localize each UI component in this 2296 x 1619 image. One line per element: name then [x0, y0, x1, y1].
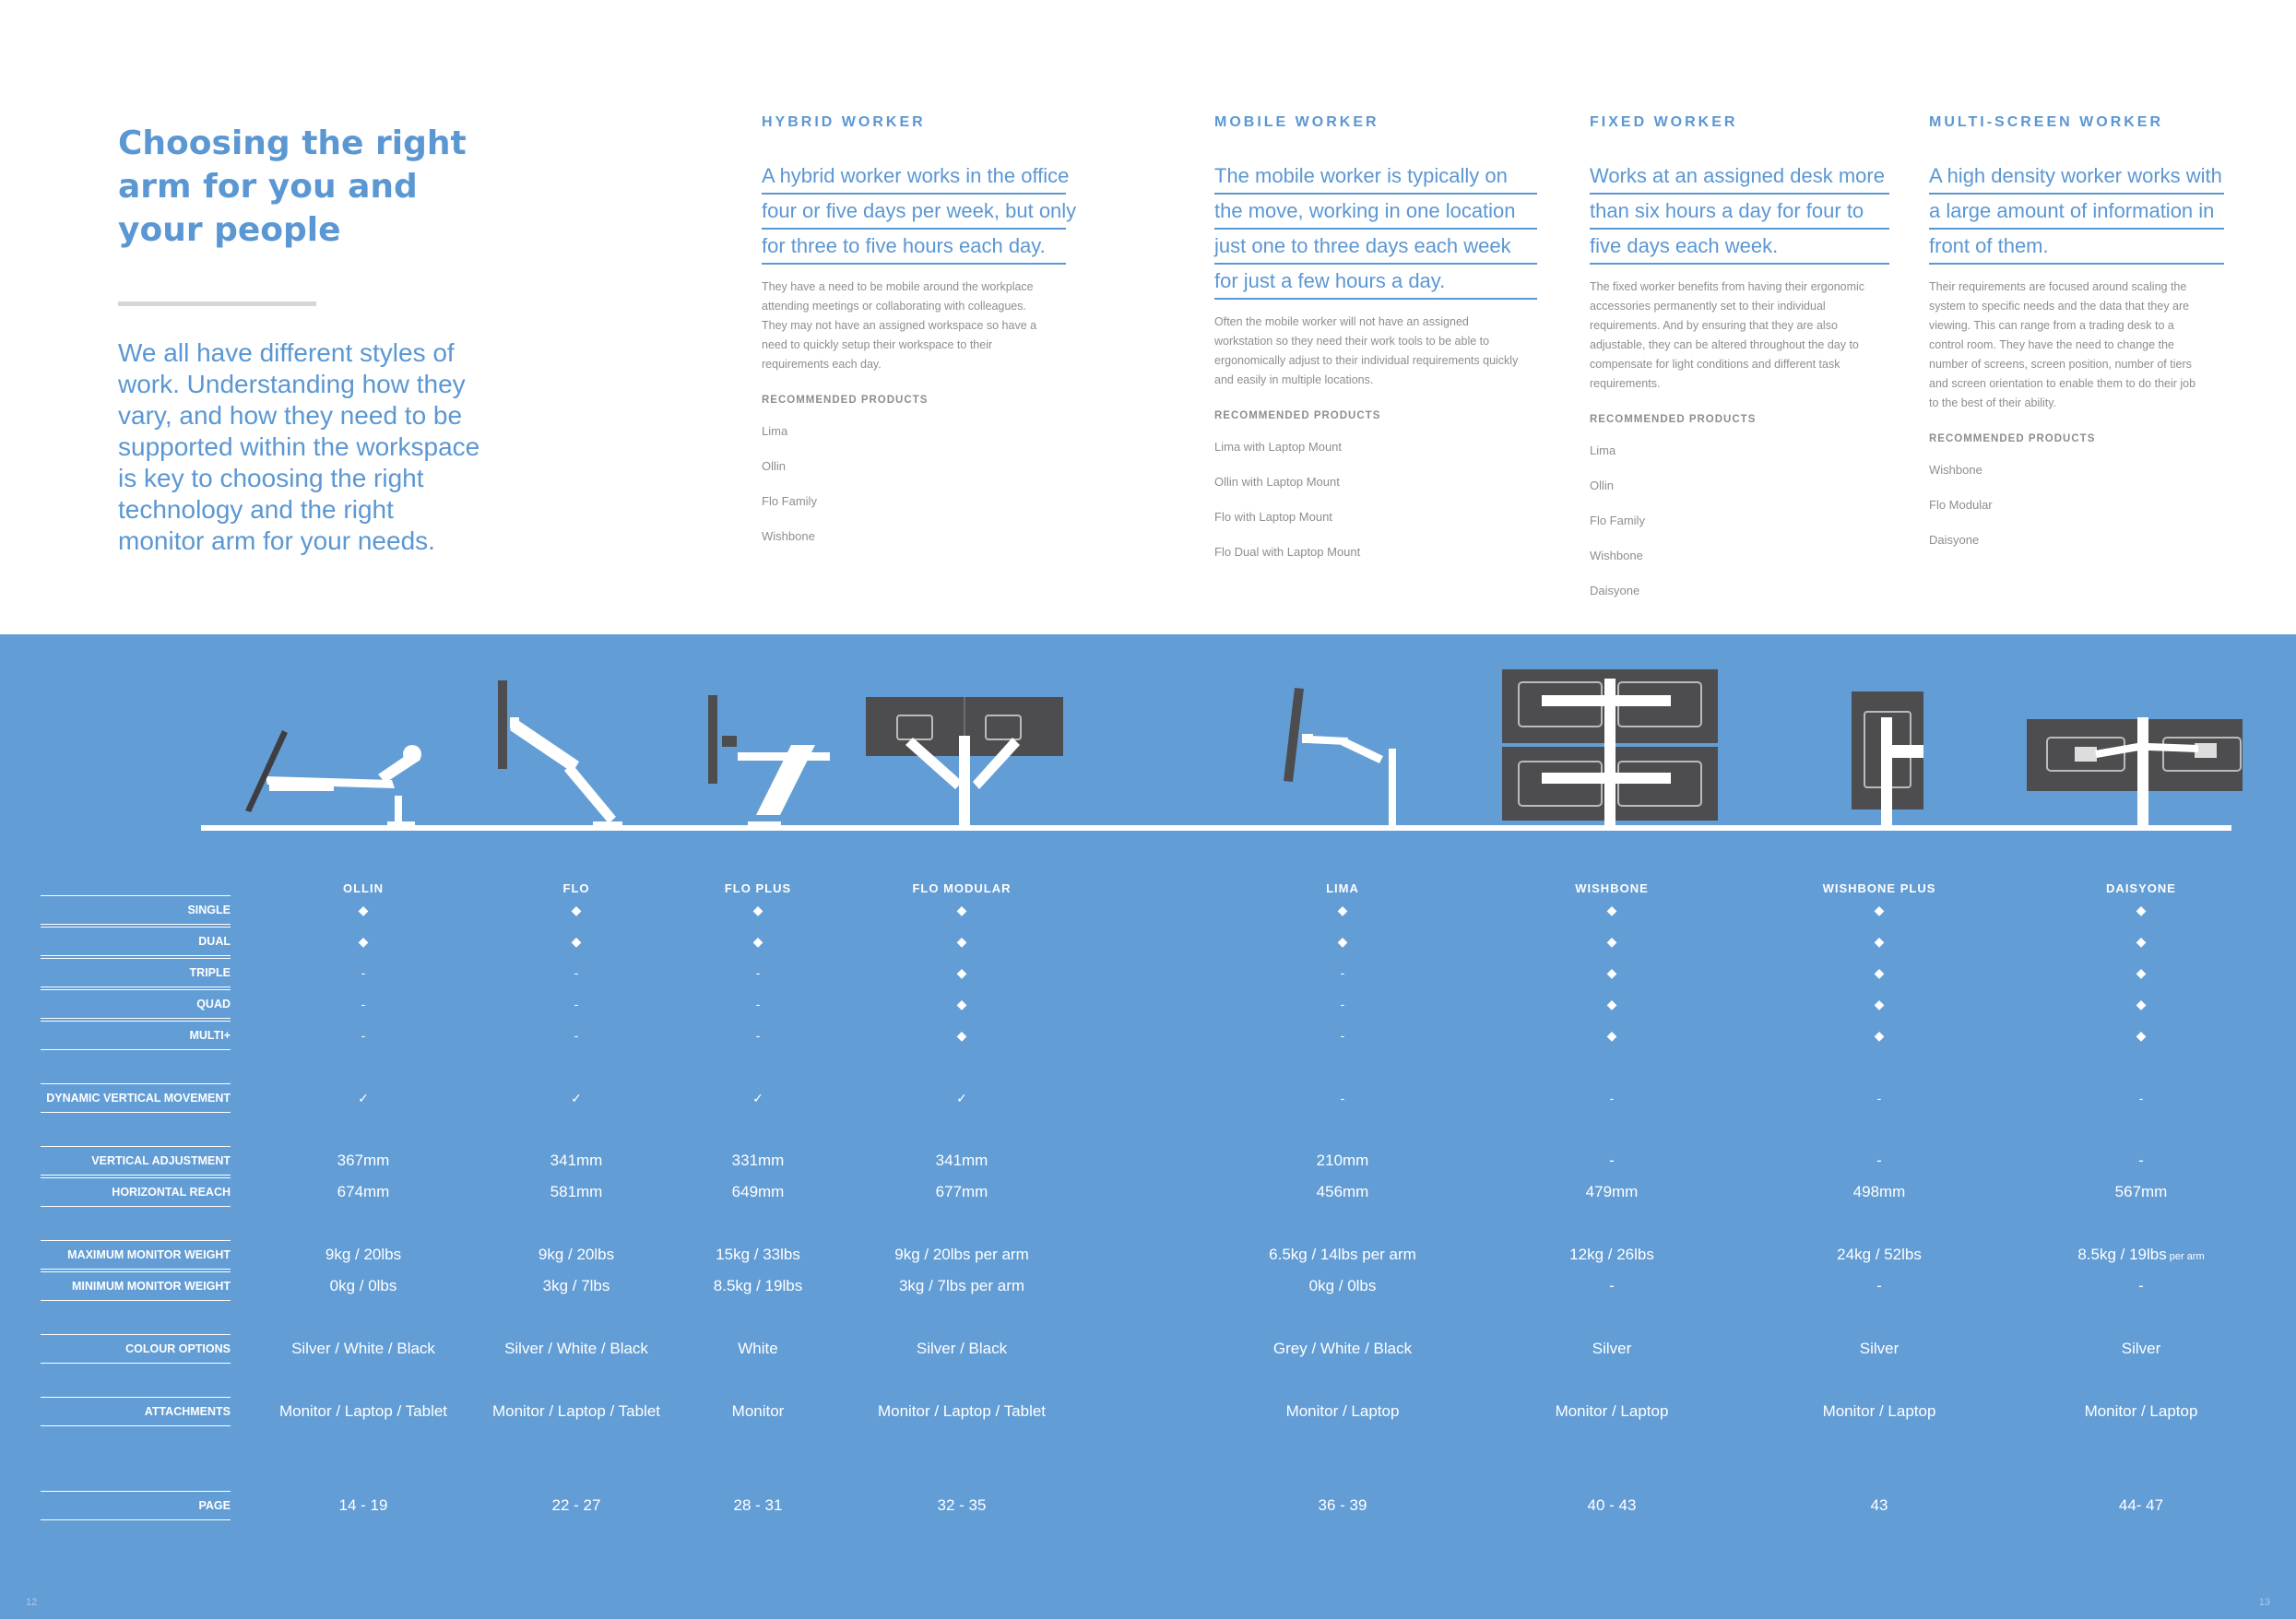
row-label-single: SINGLE — [41, 895, 231, 925]
product-item: Ollin — [1590, 479, 1615, 492]
worker-lead-line: for just a few hours a day. — [1214, 266, 1537, 300]
product-item: Lima — [762, 424, 788, 438]
lima-arm-icon — [1284, 688, 1396, 826]
table-cell-attachments: Monitor / Laptop — [1555, 1402, 1669, 1420]
desk-line — [201, 825, 2231, 831]
row-label-page: PAGE — [41, 1491, 231, 1520]
table-cell-single: ◆ — [2136, 903, 2147, 917]
recommended-products-label: RECOMMENDED PRODUCTS — [762, 395, 929, 406]
worker-lead-line: than six hours a day for four to — [1590, 195, 1889, 230]
table-cell-triple: ◆ — [1606, 965, 1617, 980]
table-cell-page: 28 - 31 — [733, 1496, 783, 1514]
recommended-products-list — [1214, 438, 1537, 578]
table-cell-horizontal-reach: 674mm — [337, 1183, 390, 1200]
table-cell-colour-options: Silver — [1592, 1340, 1632, 1357]
worker-column-hybrid-worker — [762, 114, 1077, 562]
table-cell-minimum-monitor-weight: 3kg / 7lbs per arm — [898, 1277, 1025, 1294]
worker-type-label: HYBRID WORKER — [762, 114, 926, 130]
page-title: Choosing the right arm for you and your people — [118, 124, 467, 249]
table-cell-vertical-adjustment: - — [1876, 1152, 1882, 1169]
table-cell-single: ◆ — [1606, 903, 1617, 917]
table-cell-quad: - — [1340, 997, 1345, 1011]
worker-lead-line: just one to three days each week — [1214, 230, 1537, 265]
row-label-attachments: ATTACHMENTS — [41, 1397, 231, 1426]
table-cell-colour-options: Silver / Black — [916, 1340, 1008, 1357]
table-cell-colour-options: Grey / White / Black — [1272, 1340, 1413, 1357]
table-cell-triple: - — [755, 965, 761, 980]
table-cell-maximum-monitor-weight: 15kg / 33lbs — [716, 1246, 800, 1263]
table-cell-minimum-monitor-weight: 0kg / 0lbs — [329, 1277, 397, 1294]
flo-modular-arm-icon — [866, 697, 1063, 826]
product-column-header: WISHBONE — [1575, 881, 1649, 895]
intro-section — [0, 0, 2296, 634]
table-cell-multi: - — [574, 1028, 579, 1043]
worker-lead — [762, 160, 1077, 265]
flo-arm-icon — [498, 680, 622, 827]
table-cell-dynamic-vertical-movement: ✓ — [956, 1091, 967, 1105]
worker-lead — [1929, 160, 2224, 265]
ollin-arm-icon — [245, 730, 421, 827]
table-cell-minimum-monitor-weight: - — [1876, 1277, 1882, 1294]
table-cell-multi: ◆ — [1606, 1028, 1617, 1043]
worker-lead-line: front of them. — [1929, 230, 2224, 265]
table-cell-horizontal-reach: 498mm — [1852, 1183, 1906, 1200]
table-cell-attachments: Monitor / Laptop / Tablet — [278, 1402, 448, 1420]
table-cell-maximum-monitor-weight: 9kg / 20lbs — [325, 1246, 402, 1263]
table-cell-horizontal-reach: 479mm — [1585, 1183, 1639, 1200]
wishbone-plus-arm-icon — [1852, 691, 1923, 826]
table-cell-triple: - — [574, 965, 579, 980]
flo-plus-arm-icon — [708, 695, 830, 827]
worker-column-multi-screen-worker — [1929, 114, 2224, 566]
table-cell-quad: - — [574, 997, 579, 1011]
table-cell-attachments: Monitor / Laptop — [1822, 1402, 1936, 1420]
table-cell-page: 14 - 19 — [338, 1496, 388, 1514]
table-cell-vertical-adjustment: 341mm — [550, 1152, 603, 1169]
table-cell-page: 36 - 39 — [1318, 1496, 1367, 1514]
product-column-header: WISHBONE PLUS — [1822, 881, 1936, 895]
product-item: Lima — [1590, 443, 1616, 457]
table-cell-dynamic-vertical-movement: ✓ — [571, 1091, 582, 1105]
table-cell-multi: ◆ — [956, 1028, 967, 1043]
row-label-triple: TRIPLE — [41, 958, 231, 987]
product-column-header: DAISYONE — [2106, 881, 2176, 895]
table-cell-vertical-adjustment: 210mm — [1316, 1152, 1369, 1169]
recommended-products-list — [1929, 461, 2224, 566]
table-cell-dual: ◆ — [1606, 934, 1617, 949]
table-cell-single: ◆ — [1337, 903, 1348, 917]
product-item: Flo Dual with Laptop Mount — [1214, 545, 1361, 559]
table-cell-multi: ◆ — [2136, 1028, 2147, 1043]
table-cell-quad: ◆ — [956, 997, 967, 1011]
table-cell-page: 32 - 35 — [937, 1496, 987, 1514]
worker-lead-line: A hybrid worker works in the office — [762, 160, 1066, 195]
worker-description: Often the mobile worker will not have an assigned workstation so they need their work tools to be able to ergonomically adjust to their individual requirements quickly and easily in multiple locations. — [1214, 315, 1519, 386]
table-cell-single: ◆ — [752, 903, 763, 917]
table-cell-dual: ◆ — [1874, 934, 1885, 949]
worker-lead-line: for three to five hours each day. — [762, 230, 1066, 265]
product-item: Flo Family — [762, 494, 817, 508]
worker-type-label: MULTI-SCREEN WORKER — [1929, 114, 2164, 130]
table-cell-multi: ◆ — [1874, 1028, 1885, 1043]
wishbone-arm-icon — [1502, 669, 1718, 826]
table-cell-minimum-monitor-weight: 8.5kg / 19lbs — [713, 1277, 803, 1294]
row-label-dynamic-vertical-movement: DYNAMIC VERTICAL MOVEMENT — [41, 1083, 231, 1113]
table-cell-quad: ◆ — [1606, 997, 1617, 1011]
table-cell-multi: - — [1340, 1028, 1345, 1043]
weight-suffix: per arm — [2166, 1251, 2205, 1262]
table-cell-horizontal-reach: 677mm — [935, 1183, 988, 1200]
row-label-quad: QUAD — [41, 989, 231, 1019]
product-column-header: FLO — [562, 881, 590, 895]
recommended-products-label: RECOMMENDED PRODUCTS — [1929, 433, 2096, 444]
worker-type-label: MOBILE WORKER — [1214, 114, 1379, 130]
table-cell-quad: ◆ — [2136, 997, 2147, 1011]
page-number-right: 13 — [2258, 1597, 2270, 1608]
table-cell-single: ◆ — [956, 903, 967, 917]
product-item: Ollin with Laptop Mount — [1214, 475, 1340, 489]
table-cell-vertical-adjustment: - — [2138, 1152, 2144, 1169]
worker-lead-line: four or five days per week, but only — [762, 195, 1066, 230]
recommended-products-label: RECOMMENDED PRODUCTS — [1214, 410, 1381, 421]
table-cell-vertical-adjustment: 367mm — [337, 1152, 390, 1169]
table-cell-dynamic-vertical-movement: - — [1876, 1091, 1882, 1105]
table-cell-dynamic-vertical-movement: ✓ — [358, 1091, 369, 1105]
table-cell-dual: ◆ — [571, 934, 582, 949]
table-cell-attachments: Monitor / Laptop / Tablet — [491, 1402, 661, 1420]
worker-lead-line: five days each week. — [1590, 230, 1889, 265]
product-column-header: FLO MODULAR — [912, 881, 1012, 895]
table-cell-single: ◆ — [1874, 903, 1885, 917]
product-column-header: FLO PLUS — [724, 881, 792, 895]
daisyone-arm-icon — [2027, 717, 2243, 826]
table-cell-maximum-monitor-weight: 12kg / 26lbs — [1569, 1246, 1654, 1263]
table-cell-colour-options: White — [738, 1340, 778, 1357]
table-cell-minimum-monitor-weight: 3kg / 7lbs — [542, 1277, 610, 1294]
table-cell-triple: - — [1340, 965, 1345, 980]
worker-type-label: FIXED WORKER — [1590, 114, 1738, 130]
table-cell-dual: ◆ — [358, 934, 369, 949]
worker-description: Their requirements are focused around scaling the system to specific needs and the data that they are viewing. This can range from a trading desk to a control room. They have the need to change the number of screens, screen position, number of tiers and screen orientation to enable them to do their job to the best of their ability. — [1929, 280, 2196, 409]
table-cell-minimum-monitor-weight: - — [1609, 1277, 1615, 1294]
table-cell-maximum-monitor-weight: 8.5kg / 19lbs per arm — [2077, 1246, 2205, 1263]
row-label-colour-options: COLOUR OPTIONS — [41, 1334, 231, 1364]
table-cell-colour-options: Silver / White / Black — [504, 1340, 648, 1357]
worker-column-fixed-worker — [1590, 114, 1889, 617]
table-cell-minimum-monitor-weight: 0kg / 0lbs — [1308, 1277, 1377, 1294]
intro-text: We all have different styles of work. Understanding how they vary, and how they need to be supported within the workspace is key to choosing the right technology and the right monitor arm for your needs. — [118, 338, 480, 555]
table-cell-maximum-monitor-weight: 9kg / 20lbs per arm — [894, 1246, 1029, 1263]
recommended-products-list — [1590, 442, 1889, 617]
row-label-horizontal-reach: HORIZONTAL REACH — [41, 1177, 231, 1207]
table-cell-triple: ◆ — [2136, 965, 2147, 980]
product-item: Wishbone — [1929, 463, 1982, 477]
worker-lead-line: A high density worker works with — [1929, 160, 2224, 195]
table-cell-quad: - — [361, 997, 366, 1011]
comparison-panel — [0, 634, 2296, 1619]
table-cell-dynamic-vertical-movement: ✓ — [752, 1091, 763, 1105]
table-cell-dynamic-vertical-movement: - — [1609, 1091, 1615, 1105]
table-cell-triple: ◆ — [1874, 965, 1885, 980]
table-cell-maximum-monitor-weight: 24kg / 52lbs — [1837, 1246, 1922, 1263]
worker-description: They have a need to be mobile around the workplace attending meetings or collaborating with colleagues. They may not have an assigned workspace so have a need to quickly setup their workspace to their requirements each day. — [762, 280, 1037, 371]
worker-lead-line: a large amount of information in — [1929, 195, 2224, 230]
table-cell-minimum-monitor-weight: - — [2138, 1277, 2144, 1294]
product-column-header: OLLIN — [343, 881, 384, 895]
table-cell-page: 40 - 43 — [1587, 1496, 1637, 1514]
product-item: Daisyone — [1929, 533, 1980, 547]
table-cell-colour-options: Silver — [1859, 1340, 1900, 1357]
table-cell-dual: ◆ — [752, 934, 763, 949]
table-cell-horizontal-reach: 456mm — [1316, 1183, 1369, 1200]
product-item: Flo with Laptop Mount — [1214, 510, 1332, 524]
worker-description: The fixed worker benefits from having their ergonomic accessories permanently set to their individual requirements. And by ensuring that they are also adjustable, they can be altered throughout the day to compensate for light conditions and different task requirements. — [1590, 280, 1865, 390]
worker-lead-line: Works at an assigned desk more — [1590, 160, 1889, 195]
table-cell-dual: ◆ — [1337, 934, 1348, 949]
table-cell-single: ◆ — [358, 903, 369, 917]
row-label-dual: DUAL — [41, 927, 231, 956]
product-item: Ollin — [762, 459, 787, 473]
product-item: Wishbone — [762, 529, 815, 543]
product-item: Flo Family — [1590, 514, 1645, 527]
worker-lead-line: The mobile worker is typically on — [1214, 160, 1537, 195]
table-cell-horizontal-reach: 567mm — [2114, 1183, 2168, 1200]
product-column-header: LIMA — [1326, 881, 1359, 895]
table-cell-quad: - — [755, 997, 761, 1011]
table-cell-dynamic-vertical-movement: - — [2138, 1091, 2144, 1105]
product-item: Flo Modular — [1929, 498, 1993, 512]
table-cell-page: 44- 47 — [2118, 1496, 2164, 1514]
worker-lead — [1214, 160, 1537, 300]
table-cell-colour-options: Silver / White / Black — [291, 1340, 435, 1357]
table-cell-multi: - — [755, 1028, 761, 1043]
table-cell-dynamic-vertical-movement: - — [1340, 1091, 1345, 1105]
table-cell-attachments: Monitor / Laptop / Tablet — [877, 1402, 1047, 1420]
table-cell-horizontal-reach: 581mm — [550, 1183, 603, 1200]
page-number-left: 12 — [26, 1597, 38, 1608]
table-cell-maximum-monitor-weight: 9kg / 20lbs — [538, 1246, 615, 1263]
table-cell-attachments: Monitor / Laptop — [1285, 1402, 1400, 1420]
table-cell-triple: ◆ — [956, 965, 967, 980]
worker-lead — [1590, 160, 1889, 265]
row-label-minimum-monitor-weight: MINIMUM MONITOR WEIGHT — [41, 1271, 231, 1301]
row-label-multi: MULTI+ — [41, 1021, 231, 1050]
table-cell-vertical-adjustment: - — [1609, 1152, 1615, 1169]
title-divider — [118, 301, 316, 306]
table-cell-attachments: Monitor / Laptop — [2084, 1402, 2198, 1420]
worker-lead-line: the move, working in one location — [1214, 195, 1537, 230]
table-cell-vertical-adjustment: 331mm — [731, 1152, 785, 1169]
product-item: Daisyone — [1590, 584, 1640, 597]
table-cell-colour-options: Silver — [2121, 1340, 2161, 1357]
table-cell-page: 43 — [1870, 1496, 1888, 1514]
product-item: Wishbone — [1590, 549, 1643, 562]
product-item: Lima with Laptop Mount — [1214, 440, 1343, 454]
row-label-maximum-monitor-weight: MAXIMUM MONITOR WEIGHT — [41, 1240, 231, 1270]
table-cell-triple: - — [361, 965, 366, 980]
table-cell-quad: ◆ — [1874, 997, 1885, 1011]
table-cell-page: 22 - 27 — [551, 1496, 601, 1514]
row-label-vertical-adjustment: VERTICAL ADJUSTMENT — [41, 1146, 231, 1176]
table-cell-maximum-monitor-weight: 6.5kg / 14lbs per arm — [1269, 1246, 1416, 1263]
table-cell-attachments: Monitor — [731, 1402, 785, 1420]
table-cell-horizontal-reach: 649mm — [731, 1183, 785, 1200]
table-cell-vertical-adjustment: 341mm — [935, 1152, 988, 1169]
recommended-products-list — [762, 422, 1066, 562]
monitor-arms-illustration — [0, 634, 2296, 892]
recommended-products-label: RECOMMENDED PRODUCTS — [1590, 414, 1757, 425]
table-cell-multi: - — [361, 1028, 366, 1043]
table-cell-dual: ◆ — [956, 934, 967, 949]
worker-column-mobile-worker — [1214, 114, 1537, 578]
table-cell-single: ◆ — [571, 903, 582, 917]
table-cell-dual: ◆ — [2136, 934, 2147, 949]
